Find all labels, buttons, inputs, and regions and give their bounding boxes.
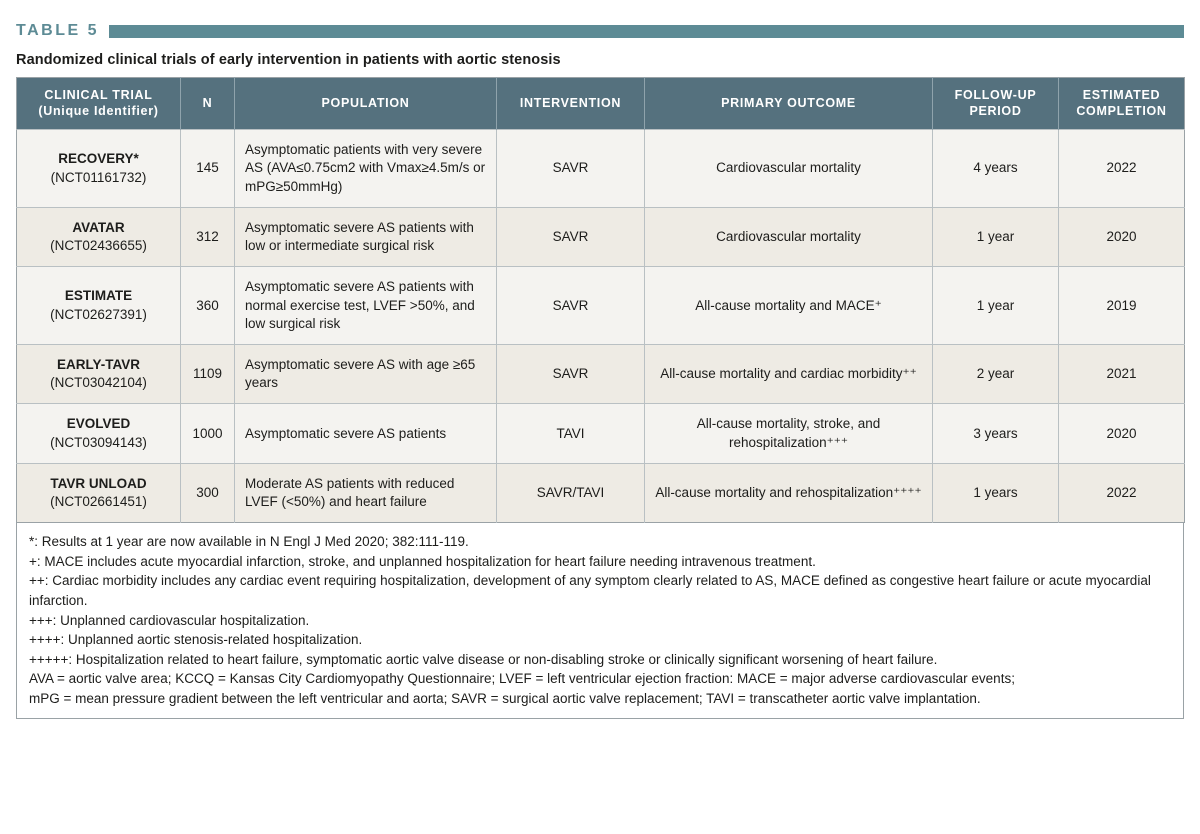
table-row	[17, 130, 1185, 208]
footnote-line: AVA = aortic valve area; KCCQ = Kansas City Cardiomyopathy Questionnaire; LVEF = left ventricular ejection fraction: MACE = major adverse cardiovascular events;	[29, 671, 1015, 687]
cell-clinical-trial	[17, 404, 181, 463]
column-header-clinical-trial-line2: (Unique Identifier)	[38, 103, 159, 118]
cell-n: 300	[181, 463, 235, 522]
cell-clinical-trial	[17, 345, 181, 404]
trial-identifier: (NCT02627391)	[50, 306, 147, 322]
cell-primary-outcome: Cardiovascular mortality	[645, 130, 933, 208]
cell-n: 1109	[181, 345, 235, 404]
table-number-label: TABLE 5	[16, 22, 99, 39]
cell-follow-up: 3 years	[933, 404, 1059, 463]
cell-primary-outcome: All-cause mortality and cardiac morbidity⁺⁺	[645, 345, 933, 404]
column-header-completion-line1: ESTIMATED	[1082, 88, 1161, 102]
cell-population: Asymptomatic severe AS patients with low or intermediate surgical risk	[235, 207, 497, 266]
cell-clinical-trial	[17, 130, 181, 208]
trial-name: AVATAR	[72, 219, 125, 235]
cell-population: Moderate AS patients with reduced LVEF (<50%) and heart failure	[235, 463, 497, 522]
cell-n: 360	[181, 267, 235, 345]
footnote-line: +: MACE includes acute myocardial infarction, stroke, and unplanned hospitalization for heart failure needing intravenous treatment.	[29, 553, 816, 569]
cell-completion: 2022	[1059, 130, 1185, 208]
column-header-clinical-trial-line1: CLINICAL TRIAL	[44, 88, 153, 102]
table-caption: Randomized clinical trials of early intervention in patients with aortic stenosis	[16, 52, 561, 68]
trial-name: TAVR UNLOAD	[50, 475, 147, 491]
trial-identifier: (NCT03094143)	[50, 434, 147, 450]
footnote-line: *: Results at 1 year are now available in N Engl J Med 2020; 382:111-119.	[29, 534, 469, 550]
cell-intervention: SAVR	[497, 207, 645, 266]
trial-name: RECOVERY*	[58, 151, 139, 167]
cell-completion: 2020	[1059, 207, 1185, 266]
cell-population: Asymptomatic severe AS patients with normal exercise test, LVEF >50%, and low surgical risk	[235, 267, 497, 345]
column-header-follow-up-line2: PERIOD	[969, 103, 1022, 118]
table-header	[17, 78, 1185, 130]
column-header-follow-up-period	[933, 78, 1059, 130]
cell-completion: 2022	[1059, 463, 1185, 522]
column-header-estimated-completion	[1059, 78, 1185, 130]
cell-completion: 2021	[1059, 345, 1185, 404]
footnote-line: mPG = mean pressure gradient between the left ventricular and aorta; SAVR = surgical aortic valve replacement; TAVI = transcatheter aortic valve implantation.	[29, 690, 981, 706]
trial-name: ESTIMATE	[64, 288, 133, 304]
footnote-line: ++: Cardiac morbidity includes any cardiac event requiring hospitalization, development of any symptom clearly related to AS, MACE defined as congestive heart failure or acute myocardial infarction.	[29, 573, 1151, 608]
cell-intervention: SAVR	[497, 267, 645, 345]
column-header-n: N	[181, 78, 235, 130]
cell-population: Asymptomatic patients with very severe AS (AVA≤0.75cm2 with Vmax≥4.5m/s or mPG≥50mmHg)	[235, 130, 497, 208]
footnote-line: +++: Unplanned cardiovascular hospitalization.	[29, 612, 310, 628]
table-row	[17, 463, 1185, 522]
trial-identifier: (NCT03042104)	[50, 375, 147, 391]
column-header-intervention: INTERVENTION	[497, 78, 645, 130]
table-body	[17, 130, 1185, 523]
cell-intervention: SAVR/TAVI	[497, 463, 645, 522]
column-header-primary-outcome: PRIMARY OUTCOME	[645, 78, 933, 130]
cell-completion: 2019	[1059, 267, 1185, 345]
column-header-population: POPULATION	[235, 78, 497, 130]
trial-name: EARLY-TAVR	[56, 357, 140, 372]
cell-primary-outcome: All-cause mortality and MACE⁺	[645, 267, 933, 345]
table-row	[17, 404, 1185, 463]
table-row	[17, 345, 1185, 404]
column-header-completion-line2: COMPLETION	[1076, 103, 1167, 118]
trial-identifier: (NCT02436655)	[50, 238, 147, 254]
column-header-clinical-trial	[17, 78, 181, 130]
table-footnotes	[16, 523, 1184, 719]
table-header-row	[17, 78, 1185, 130]
cell-clinical-trial	[17, 207, 181, 266]
cell-primary-outcome: Cardiovascular mortality	[645, 207, 933, 266]
cell-follow-up: 1 year	[933, 267, 1059, 345]
cell-intervention: SAVR	[497, 345, 645, 404]
table-label-rule	[109, 25, 1184, 38]
trial-identifier: (NCT01161732)	[50, 169, 147, 185]
table-label-row	[16, 18, 1184, 44]
cell-intervention: SAVR	[497, 130, 645, 208]
cell-primary-outcome: All-cause mortality, stroke, and rehospitalization⁺⁺⁺	[645, 404, 933, 463]
cell-completion: 2020	[1059, 404, 1185, 463]
cell-primary-outcome: All-cause mortality and rehospitalization⁺⁺⁺⁺	[645, 463, 933, 522]
column-header-follow-up-line1: FOLLOW-UP	[954, 88, 1037, 102]
footnote-line: +++++: Hospitalization related to heart failure, symptomatic aortic valve disease or non-disabling stroke or clinically significant worsening of heart failure.	[29, 651, 938, 667]
cell-follow-up: 1 years	[933, 463, 1059, 522]
footnote-line: ++++: Unplanned aortic stenosis-related hospitalization.	[29, 632, 363, 648]
cell-follow-up: 4 years	[933, 130, 1059, 208]
clinical-trials-table	[16, 77, 1185, 523]
trial-identifier: (NCT02661451)	[50, 494, 147, 510]
cell-population: Asymptomatic severe AS with age ≥65 years	[235, 345, 497, 404]
table-row	[17, 267, 1185, 345]
cell-clinical-trial	[17, 463, 181, 522]
cell-n: 312	[181, 207, 235, 266]
cell-n: 145	[181, 130, 235, 208]
cell-clinical-trial	[17, 267, 181, 345]
table-row	[17, 207, 1185, 266]
cell-population: Asymptomatic severe AS patients	[235, 404, 497, 463]
cell-n: 1000	[181, 404, 235, 463]
cell-follow-up: 2 year	[933, 345, 1059, 404]
cell-follow-up: 1 year	[933, 207, 1059, 266]
trial-name: EVOLVED	[66, 416, 131, 432]
cell-intervention: TAVI	[497, 404, 645, 463]
